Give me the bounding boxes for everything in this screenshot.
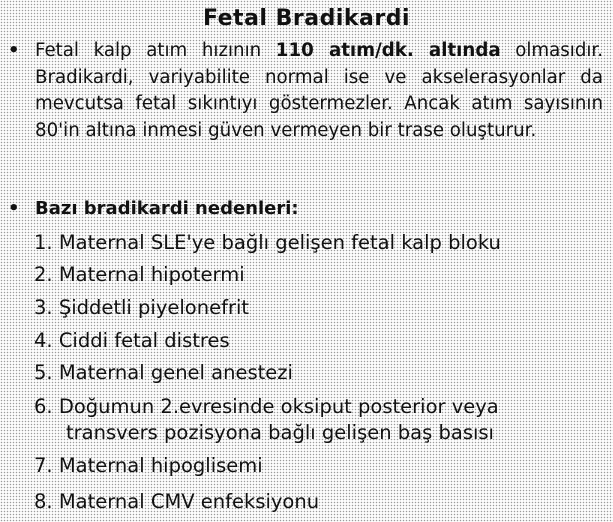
list-item (34, 394, 606, 446)
list-item-number: 1. (34, 231, 53, 254)
list-item-number: 2. (34, 263, 53, 286)
list-item-text: Maternal hipoglisemi (58, 454, 263, 477)
list-item-number: 3. (34, 296, 53, 319)
list-item-text: Maternal hipotermi (58, 263, 245, 286)
list-item (34, 490, 319, 513)
list-item-number: 5. (34, 361, 53, 384)
definition-paragraph (35, 38, 603, 144)
definition-threshold: 110 atım/dk. altında (275, 40, 501, 61)
list-item-text: Maternal SLE'ye bağlı gelişen fetal kalp bloku (58, 231, 501, 254)
bullet-causes: • (8, 198, 20, 219)
list-item (34, 329, 230, 352)
slide-title: Fetal Bradikardi (203, 6, 410, 31)
list-item-text: Maternal CMV enfeksiyonu (58, 490, 320, 513)
list-item-text: Maternal genel anestezi (58, 361, 293, 384)
list-item (34, 361, 293, 384)
definition-part2: olmasıdır. Bradikardi, variyabilite normal ise ve akselerasyonlar da mevcutsa fetal sıkıntıyı göstermezler. Ancak atım sayısının 80'in altına inmesi güven vermeyen bir trase oluşturur. (35, 40, 604, 141)
list-item-number: 7. (34, 454, 53, 477)
list-item (34, 231, 501, 254)
definition-part1: Fetal kalp atım hızının (35, 40, 276, 61)
list-item (34, 263, 245, 286)
list-item-number: 8. (34, 490, 53, 513)
causes-heading: Bazı bradikardi nedenleri: (35, 198, 299, 219)
bullet-definition: • (8, 40, 20, 61)
list-item-text: Şiddetli piyelonefrit (58, 296, 250, 319)
list-item-number: 4. (34, 329, 53, 352)
list-item-text: Doğumun 2.evresinde oksiput posterior veya (58, 395, 499, 418)
list-item-text-continuation: transvers pozisyona bağlı gelişen baş basısı (66, 421, 494, 444)
list-item (34, 296, 249, 319)
list-item-text: Ciddi fetal distres (58, 329, 230, 352)
list-item (34, 454, 263, 477)
list-item-number: 6. (34, 395, 53, 418)
